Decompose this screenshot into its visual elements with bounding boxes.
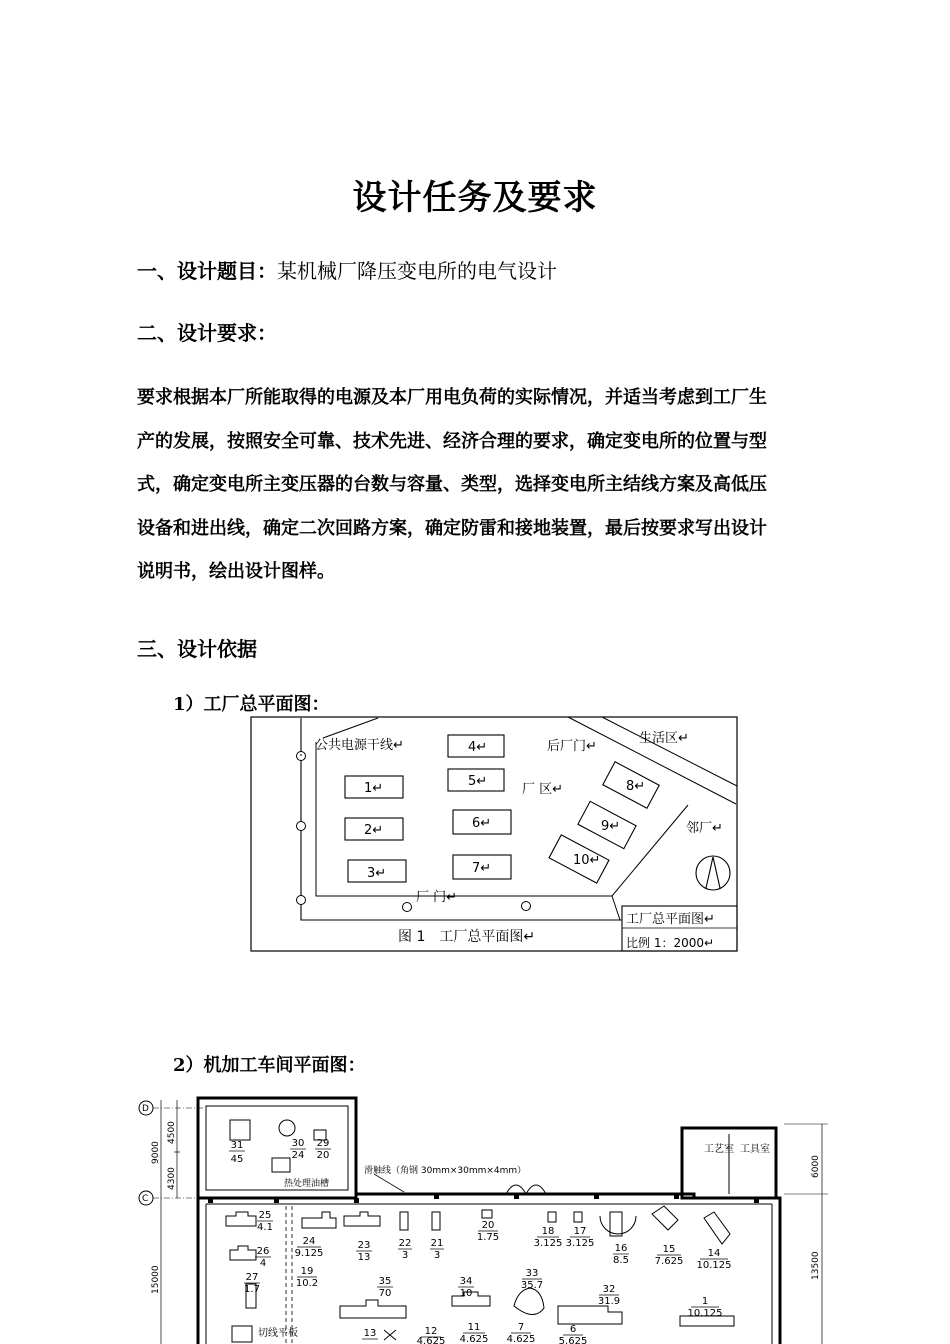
- dim-15000: 15000: [151, 1265, 161, 1294]
- factory-plan-figure: [250, 716, 739, 953]
- machine-top: 31: [230, 1140, 244, 1151]
- requirements-paragraph: [137, 376, 817, 594]
- heat-tank-label: 热处理油槽: [284, 1179, 330, 1189]
- neighbor-factory-label: 邻厂↵: [686, 821, 723, 836]
- machine-top: 30: [291, 1138, 305, 1149]
- machine-bot: 10.125: [687, 1308, 723, 1319]
- machine-bot: 4.625: [416, 1336, 446, 1344]
- section-design-topic-value: 某机械厂降压变电所的电气设计: [277, 259, 557, 283]
- machine-top: 13: [363, 1328, 377, 1339]
- building-label: 5↵: [468, 774, 488, 789]
- axis-c-label: C: [142, 1194, 149, 1204]
- machine-shape: [384, 1330, 396, 1340]
- requirements-line: 式，确定变电所主变压器的台数与容量、类型，选择变电所主结线方案及高低压: [137, 474, 767, 495]
- section-design-requirements: 二、设计要求：: [137, 321, 277, 345]
- dim-4300: 4300: [167, 1167, 177, 1190]
- machine-bot: 4.625: [506, 1334, 536, 1344]
- machine-top: 35: [378, 1276, 392, 1287]
- axis-d-label: D: [142, 1104, 149, 1114]
- machine-shape: [230, 1120, 250, 1140]
- main-hall-wall: [198, 1194, 780, 1344]
- section-design-topic: [137, 255, 557, 284]
- requirements-line: 说明书，绘出设计图样。: [137, 561, 335, 582]
- machine-shape: [226, 1212, 256, 1226]
- machine-bot: 35.7: [520, 1280, 544, 1291]
- machine-bot: 7.625: [654, 1256, 684, 1267]
- building-label: 3↵: [367, 866, 387, 881]
- room-process-label: 工艺室: [704, 1144, 734, 1155]
- machine-shape: [432, 1212, 440, 1230]
- machine-shape: [279, 1120, 295, 1136]
- machine-top: 27: [245, 1272, 259, 1283]
- gate-label: 厂 门↵: [416, 890, 458, 905]
- building-label: 9↵: [601, 819, 621, 834]
- dim-6000: 6000: [811, 1155, 821, 1178]
- machine-top: 11: [467, 1322, 481, 1333]
- heat-treatment-tank: [272, 1158, 290, 1172]
- power-line: [323, 718, 378, 738]
- pole-circle: [297, 822, 306, 831]
- section-design-topic-label: 一、设计题目：: [137, 259, 277, 283]
- machine-bot: 5.625: [558, 1336, 588, 1344]
- dim-4500: 4500: [167, 1121, 177, 1144]
- machine-bot: 4: [259, 1258, 267, 1269]
- pole-circle: [403, 903, 412, 912]
- machine-top: 6: [569, 1324, 577, 1335]
- machine-bot: 1.7: [244, 1284, 260, 1295]
- machine-bot: 70: [378, 1288, 392, 1299]
- machine-bot: 10.125: [696, 1260, 732, 1271]
- building-label: 7↵: [472, 861, 492, 876]
- machine-bot: 4.625: [459, 1334, 489, 1344]
- trolley-line-label: 滑触线（角钢 30mm×30mm×4mm）: [364, 1166, 527, 1176]
- machine-top: 20: [481, 1220, 495, 1231]
- factory-area-label: 厂 区↵: [522, 782, 564, 797]
- requirements-line: 产的发展，按照安全可靠、技术先进、经济合理的要求，确定变电所的位置与型: [137, 430, 767, 452]
- page-title: 设计任务及要求: [352, 178, 598, 218]
- machine-top: 7: [517, 1322, 525, 1333]
- building-label: 1↵: [364, 781, 384, 796]
- machine-top: 16: [614, 1243, 628, 1254]
- room-tool-label: 工具室: [740, 1144, 770, 1155]
- machine-bot: 10.2: [295, 1278, 319, 1289]
- machine-top: 15: [662, 1244, 676, 1255]
- machine-bot: 3: [433, 1250, 441, 1261]
- machine-top: 21: [430, 1238, 444, 1249]
- road-line: [602, 717, 737, 786]
- machine-shape: [340, 1300, 406, 1318]
- machine-bot: 10: [459, 1288, 473, 1299]
- machine-top: 14: [707, 1248, 721, 1259]
- building-label: 4↵: [468, 740, 488, 755]
- dim-13500: 13500: [811, 1251, 821, 1280]
- machine-bot: 20: [316, 1150, 330, 1161]
- machine-top: 17: [573, 1226, 587, 1237]
- figure-caption: 图 1 工厂总平面图↵: [398, 929, 536, 945]
- machine-top: 19: [300, 1266, 314, 1277]
- machine-top: 34: [459, 1276, 473, 1287]
- machine-shape: [232, 1326, 252, 1342]
- machine-bot: 3.125: [533, 1238, 563, 1249]
- machine-bot: 3: [401, 1250, 409, 1261]
- machine-bot: 31.9: [597, 1296, 621, 1307]
- pole-circle: [522, 902, 531, 911]
- machine-shape: [302, 1212, 336, 1228]
- dim-9000: 9000: [151, 1141, 161, 1164]
- machine-bot: 24: [291, 1150, 305, 1161]
- subheading-factory-plan: 1）工厂总平面图：: [173, 694, 330, 715]
- machine-bot: 1.75: [476, 1232, 500, 1243]
- machine-bot: 45: [230, 1154, 244, 1165]
- machine-bot: 8.5: [613, 1255, 629, 1266]
- north-arrow-pointer: [706, 857, 720, 888]
- requirements-line: 要求根据本厂所能取得的电源及本厂用电负荷的实际情况，并适当考虑到工厂生: [137, 387, 767, 408]
- machine-top: 33: [525, 1268, 539, 1279]
- building-label: 2↵: [364, 823, 384, 838]
- machine-bot: 4.1: [257, 1222, 273, 1233]
- heat-treatment-room: [198, 1098, 356, 1198]
- machine-shape: [514, 1288, 544, 1315]
- machine-top: 32: [602, 1284, 616, 1295]
- machine-shape: [600, 1212, 636, 1236]
- machine-top: 1: [701, 1296, 709, 1307]
- fence-segment: [612, 896, 620, 920]
- machine-bot: 3.125: [565, 1238, 595, 1249]
- requirements-line: 设备和进出线，确定二次回路方案，确定防雷和接地装置，最后按要求写出设计: [137, 517, 767, 539]
- machine-top: 26: [256, 1246, 270, 1257]
- machine-shape: [344, 1212, 380, 1226]
- machine-top: 23: [357, 1240, 371, 1251]
- section-design-basis: 三、设计依据: [137, 637, 257, 661]
- workshop-plan-figure: [134, 1094, 834, 1344]
- machine-shape: [558, 1306, 622, 1324]
- machine-shape: [704, 1212, 730, 1244]
- machine-top: 24: [302, 1236, 316, 1247]
- machine-bot: 13: [357, 1252, 371, 1263]
- back-gate-label: 后厂门↵: [547, 739, 597, 754]
- north-arrow-icon: [696, 856, 730, 890]
- machine-shape: [574, 1212, 582, 1222]
- machine-top: 29: [316, 1138, 330, 1149]
- building-label: 8↵: [626, 779, 646, 794]
- pole-circle: [297, 896, 306, 905]
- machine-shape: [482, 1210, 492, 1218]
- power-line-label: 公共电源干线↵: [315, 738, 404, 753]
- building-label: 6↵: [472, 816, 492, 831]
- machine-bot: 9.125: [294, 1248, 324, 1259]
- machine-top: 22: [398, 1238, 412, 1249]
- machine-top: 18: [541, 1226, 555, 1237]
- machine-shape: [230, 1246, 256, 1260]
- legend-title: 工厂总平面图↵: [626, 912, 715, 927]
- machine-shape: [400, 1212, 408, 1230]
- building-label: 10↵: [573, 853, 601, 868]
- legend-scale: 比例 1：2000↵: [626, 936, 715, 950]
- machine-shape: [652, 1206, 678, 1230]
- machine-shape: [548, 1212, 556, 1222]
- machine-top: 12: [424, 1326, 438, 1337]
- trolley-leader: [374, 1174, 404, 1192]
- living-area-label: 生活区↵: [639, 731, 689, 746]
- cut-plate-label: 切线平板: [258, 1328, 298, 1339]
- machine-top: 25: [258, 1210, 272, 1221]
- subheading-workshop-plan: 2）机加工车间平面图：: [173, 1055, 366, 1076]
